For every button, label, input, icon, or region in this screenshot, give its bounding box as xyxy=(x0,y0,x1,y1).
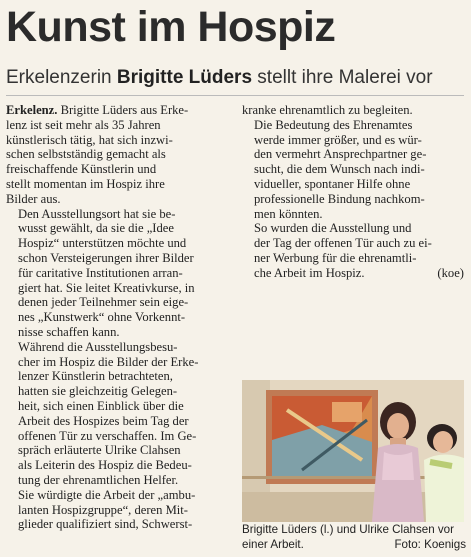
article-paragraph xyxy=(6,207,227,340)
article-column-left xyxy=(6,103,227,532)
text-line xyxy=(6,458,227,473)
text-line-content: cher im Hospiz die Bilder der Erke- xyxy=(18,354,199,369)
text-line xyxy=(242,103,464,118)
text-line-content: Während die Ausstellungsbesu- xyxy=(18,339,178,354)
text-line xyxy=(6,147,227,162)
text-line xyxy=(6,399,227,414)
text-line-content: Sie würdigte die Arbeit der „ambu- xyxy=(18,487,196,502)
text-line xyxy=(6,503,227,518)
text-line-content: kranke ehrenamtlich zu begleiten. xyxy=(242,103,413,117)
text-line-content: Hospiz“ unterstützen möchte und xyxy=(18,236,187,251)
text-line-content: men könnten. xyxy=(254,206,323,221)
article-column-right xyxy=(242,103,464,281)
text-line-content: freischaffende Künstlerin und xyxy=(6,162,157,177)
text-line xyxy=(6,325,227,340)
photo-credit: Foto: Koenigs xyxy=(394,537,466,551)
text-line xyxy=(6,295,227,310)
text-line xyxy=(242,177,464,192)
article-paragraph xyxy=(242,103,464,118)
text-line xyxy=(6,162,227,177)
text-line-content: ner Werbung für die ehrenamtli- xyxy=(254,250,417,265)
text-line-content: glieder qualifiziert sind, Schwerst- xyxy=(18,517,193,532)
text-line-content: nes „Kunstwerk“ ohne Vorkennt- xyxy=(18,310,186,325)
text-line-content: hatten sie gleichzeitig Gelegen- xyxy=(18,384,178,399)
text-line xyxy=(6,414,227,429)
text-line-content: schon Versteigerungen ihrer Bilder xyxy=(18,250,194,265)
photo-caption xyxy=(242,523,466,552)
text-line xyxy=(6,488,227,503)
text-line xyxy=(242,162,464,177)
caption-text: Brigitte Lüders (l.) und Ulrike Clahsen vor einer Arbeit. xyxy=(242,523,454,551)
text-line-content: professionelle Bindung nachkom- xyxy=(254,191,425,206)
subhead-suffix: stellt ihre Malerei vor xyxy=(252,67,433,88)
subhead-prefix: Erkelenzerin xyxy=(6,67,117,88)
text-line-content: als Leiterin des Hospiz die Bedeu- xyxy=(18,458,192,473)
text-line-content: giert hat. Sie leitet Kreativkurse, in xyxy=(18,280,195,295)
text-line-content: der Tag der offenen Tür auch zu ei- xyxy=(254,236,432,251)
text-line xyxy=(6,236,227,251)
text-line-content: Arbeit des Hospizes beim Tag der xyxy=(18,413,189,428)
article-paragraph xyxy=(6,103,227,207)
text-line-content: sucht, die dem Wunsch nach indi- xyxy=(254,162,425,177)
text-line xyxy=(6,517,227,532)
text-line-content: vidueller, spontaner Hilfe ohne xyxy=(254,176,411,191)
text-line xyxy=(6,355,227,370)
text-line xyxy=(6,443,227,458)
text-line xyxy=(6,310,227,325)
text-line-content: Bilder aus. xyxy=(6,191,61,206)
dateline: Erkelenz. xyxy=(6,103,58,117)
text-line-content: spräch erläuterte Ulrike Clahsen xyxy=(18,443,181,458)
text-line xyxy=(242,207,464,222)
author-signature: (koe) xyxy=(437,265,464,280)
article-paragraph xyxy=(6,340,227,532)
text-line-content: für caritative Institutionen arran- xyxy=(18,265,183,280)
text-line xyxy=(6,369,227,384)
text-line xyxy=(242,133,464,148)
headline: Kunst im Hospiz xyxy=(6,3,336,51)
text-line xyxy=(6,266,227,281)
text-line-content: offenen Tür zu verschaffen. Im Ge- xyxy=(18,428,197,443)
artist-name: Brigitte Lüders xyxy=(116,67,253,88)
text-line-content: Die Bedeutung des Ehrenamtes xyxy=(254,117,413,132)
divider xyxy=(6,95,464,96)
text-line xyxy=(6,473,227,488)
text-line-content: che Arbeit im Hospiz. xyxy=(254,265,365,280)
text-line-content: So wurden die Ausstellung und xyxy=(254,221,412,236)
text-line-content: lenzer Künstlerin betrachteten, xyxy=(18,369,173,384)
text-line-content: lanten Hospizgruppe“, deren Mit- xyxy=(18,502,188,517)
text-line-content: künstlerisch tätig, hat sich inzwi- xyxy=(6,132,173,147)
text-line xyxy=(6,133,227,148)
text-line-content: tung der ehrenamtlichen Helfer. xyxy=(18,472,179,487)
text-line-content: Brigitte Lüders aus Erke- xyxy=(57,103,189,117)
text-line-content: stellt momentan im Hospiz ihre xyxy=(6,176,165,191)
text-line xyxy=(242,266,464,281)
text-line-content: nisse schaffen kann. xyxy=(18,324,120,339)
text-line xyxy=(6,103,227,118)
text-line xyxy=(242,118,464,133)
text-line-content: lenz ist seit mehr als 35 Jahren xyxy=(6,117,161,132)
text-line xyxy=(6,207,227,222)
subheadline xyxy=(6,66,466,90)
text-line xyxy=(6,177,227,192)
text-line xyxy=(242,236,464,251)
article-paragraph xyxy=(242,221,464,280)
text-line xyxy=(6,281,227,296)
text-line xyxy=(6,429,227,444)
text-line xyxy=(242,147,464,162)
text-line xyxy=(242,251,464,266)
text-line-content: heit, sich einen Einblick über die xyxy=(18,398,184,413)
text-line xyxy=(242,192,464,207)
text-line xyxy=(6,192,227,207)
text-line xyxy=(6,384,227,399)
text-line xyxy=(6,340,227,355)
text-line-content: den vermehrt Ansprechpartner ge- xyxy=(254,147,427,162)
text-line xyxy=(6,251,227,266)
text-line-content: schen selbstständig gemacht als xyxy=(6,147,166,162)
article-paragraph xyxy=(242,118,464,222)
text-line-content: werde immer größer, und es wür- xyxy=(254,132,422,147)
text-line-content: wusst gewählt, da sie die „Idee xyxy=(18,221,174,236)
text-line xyxy=(6,118,227,133)
article-photo xyxy=(242,380,464,522)
text-line-content: denen jeder Teilnehmer sein eige- xyxy=(18,295,189,310)
text-line-content: Den Ausstellungsort hat sie be- xyxy=(18,206,176,221)
text-line xyxy=(6,221,227,236)
text-line xyxy=(242,221,464,236)
